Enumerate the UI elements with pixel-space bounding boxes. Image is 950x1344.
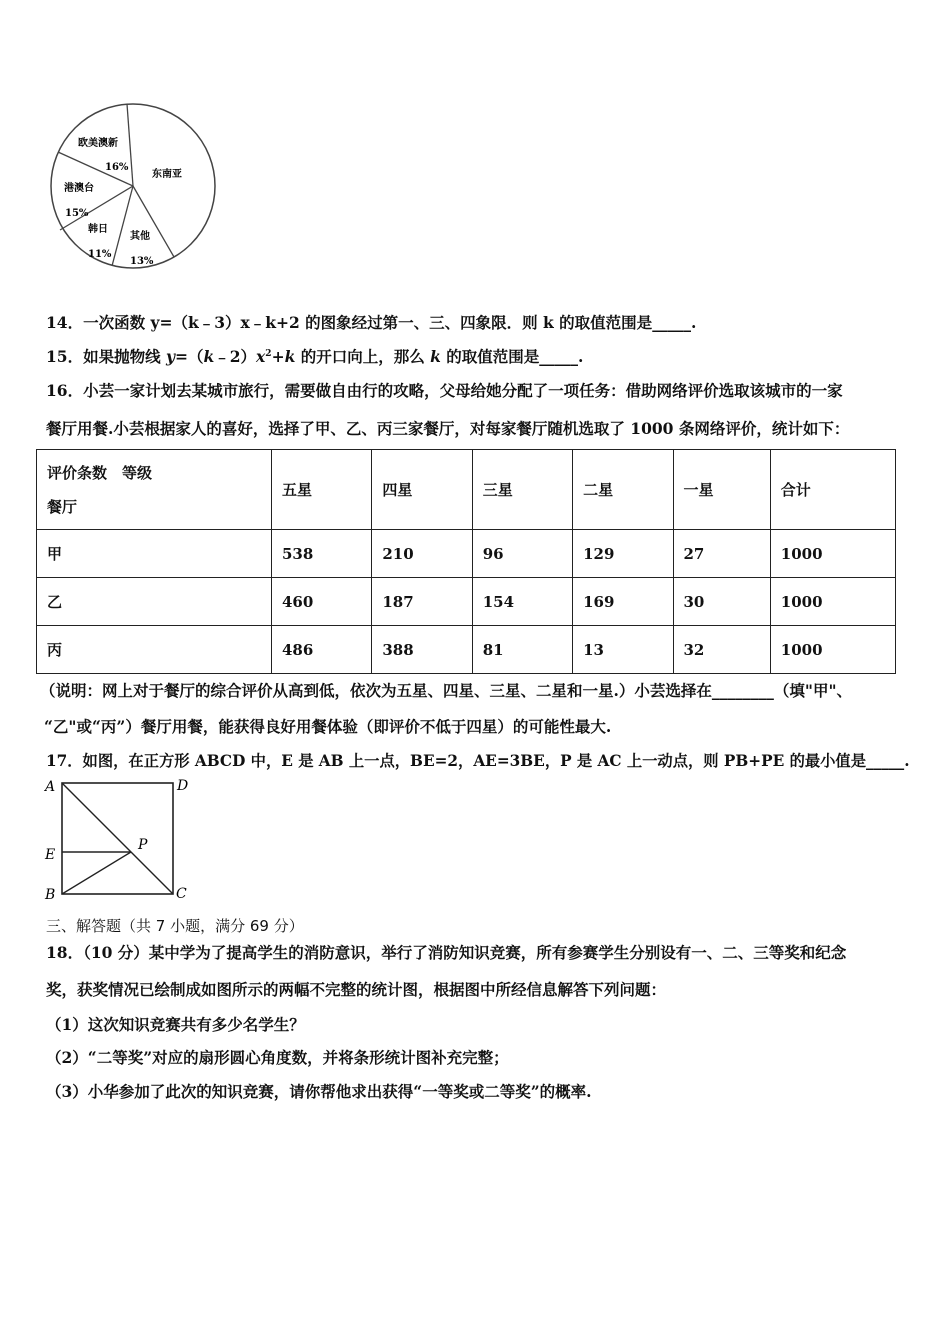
table-row [37,626,896,674]
table-cell: 13 [573,626,673,674]
question-text: 如果抛物线 [83,347,166,366]
table-header-cell: 三星 [472,450,572,530]
point-label-b: B [45,887,56,903]
pie-pct-qita: 13% [130,256,154,267]
point-label-a: A [45,779,56,795]
restaurant-name: 丙 [37,626,272,674]
corner-top-label: 评价条数 等级 [47,463,153,482]
point-label-p: P [138,837,148,853]
segment-bp [62,852,131,894]
question-number: 17． [46,751,83,770]
answer-blank: _____ [865,751,905,770]
table-cell: 81 [472,626,572,674]
table-cell: 154 [472,578,572,626]
math-var: k [284,347,296,366]
table-header-cell: 二星 [573,450,673,530]
question-18-line2 [46,978,666,1000]
question-text: 奖，获奖情况已绘制成如图所示的两幅不完整的统计图，根据图中所经信息解答下列问题： [46,980,667,999]
math-var: k [430,347,441,366]
table-cell: 1000 [770,578,895,626]
question-end: . [904,751,910,770]
answer-blank: _____ [539,347,579,366]
table-cell: 30 [673,578,770,626]
pie-label-gangaotai: 港澳台 [64,183,94,194]
question-end: . [578,347,584,366]
question-text: 餐厅用餐.小芸根据家人的喜好，选择了甲、乙、丙三家餐厅，对每家餐厅随机选取了 1000 条网络评价，统计如下： [46,419,850,438]
table-header-cell: 四星 [372,450,472,530]
point-label-e: E [45,847,56,863]
pie-label-hanri: 韩日 [88,224,108,235]
question-text: （2）“二等奖”对应的扇形圆心角度数，并将条形统计图补充完整； [46,1048,509,1067]
question-18-sub1 [46,1013,305,1035]
question-text: （说明：网上对于餐厅的综合评价从高到低，依次为五星、四星、三星、二星和一星.）小芸选择在________（填"甲"、 [40,681,853,700]
question-18-sub2 [46,1046,509,1068]
table-header-cell: 一星 [673,450,770,530]
review-table [36,449,896,674]
question-18-line1 [46,941,846,963]
table-cell: 460 [272,578,372,626]
corner-bottom-label: 餐厅 [47,497,78,516]
question-text: 小芸一家计划去某城市旅行，需要做自由行的攻略，父母给她分配了一项任务：借助网络评价选取该城市的一家 [83,381,843,400]
math-var: y [165,347,175,366]
table-header-row [37,450,896,530]
table-cell: 169 [573,578,673,626]
question-17 [46,749,910,771]
question-text: （3）小华参加了此次的知识竞赛，请你帮他求出获得“一等奖或二等奖”的概率. [46,1082,592,1101]
math-var: k [203,347,215,366]
question-number: 18． [46,943,84,962]
question-14 [46,311,696,333]
table-header-cell: 五星 [272,450,372,530]
question-number: 14． [46,313,84,332]
question-text: （10 分）某中学为了提高学生的消防意识，举行了消防知识竞赛，所有参赛学生分别设有一、二、三等奖和纪念 [83,943,847,962]
square-figure [40,774,200,904]
restaurant-name: 甲 [37,530,272,578]
table-cell: 538 [272,530,372,578]
math-text: + [271,347,285,366]
question-text: 的取值范围是 [440,347,540,366]
table-cell: 187 [372,578,472,626]
question-end: . [690,313,697,332]
table-cell: 210 [372,530,472,578]
pie-pct-hanri: 11% [88,249,112,260]
table-row [37,530,896,578]
pie-label-qita: 其他 [130,231,150,242]
table-cell: 1000 [770,626,895,674]
table-corner-cell [37,450,272,530]
question-text: 如图，在正方形 ABCD 中，E 是 AB 上一点，BE=2，AE=3BE，P 是 AC 上一动点，则 PB+PE 的最小值是 [82,751,866,770]
diagonal-ac [62,783,173,894]
math-var: x [256,347,266,366]
point-label-c: C [176,886,187,902]
table-cell: 388 [372,626,472,674]
math-exponent: 2 [265,348,272,359]
table-cell: 129 [573,530,673,578]
pie-label-dongnanya: 东南亚 [152,169,182,180]
question-text: “乙"或“丙”）餐厅用餐，能获得良好用餐体验（即评价不低于四星）的可能性最大. [44,717,612,736]
section-title: 三、解答题（共 7 小题，满分 69 分） [46,917,304,935]
pie-chart-figure [48,100,223,275]
question-text: （1）这次知识竞赛共有多少名学生？ [46,1015,305,1034]
answer-blank: _____ [652,313,691,332]
pie-label-oumei: 欧美澳新 [78,138,118,149]
table-cell: 96 [472,530,572,578]
table-row [37,578,896,626]
question-text: 一次函数 y=（k﹣3）x﹣k+2 的图象经过第一、三、四象限．则 k 的取值范围是 [83,313,653,332]
restaurant-name: 乙 [37,578,272,626]
question-16-line1 [46,379,843,401]
pie-pct-gangaotai: 15% [65,208,89,219]
math-text: =（ [175,347,204,366]
question-16-line2 [46,417,849,439]
question-text: 的开口向上，那么 [295,347,431,366]
question-number: 15． [46,347,84,366]
table-cell: 1000 [770,530,895,578]
question-18-sub3 [46,1080,592,1102]
table-cell: 27 [673,530,770,578]
table-header-cell: 合计 [770,450,895,530]
math-text: ﹣2） [214,347,257,366]
table-cell: 486 [272,626,372,674]
question-number: 16． [46,381,84,400]
pie-pct-oumei: 16% [105,162,129,173]
point-label-d: D [177,778,189,794]
question-15 [46,345,583,367]
question-16-note1 [40,679,852,701]
table-cell: 32 [673,626,770,674]
question-16-note2 [44,715,611,737]
